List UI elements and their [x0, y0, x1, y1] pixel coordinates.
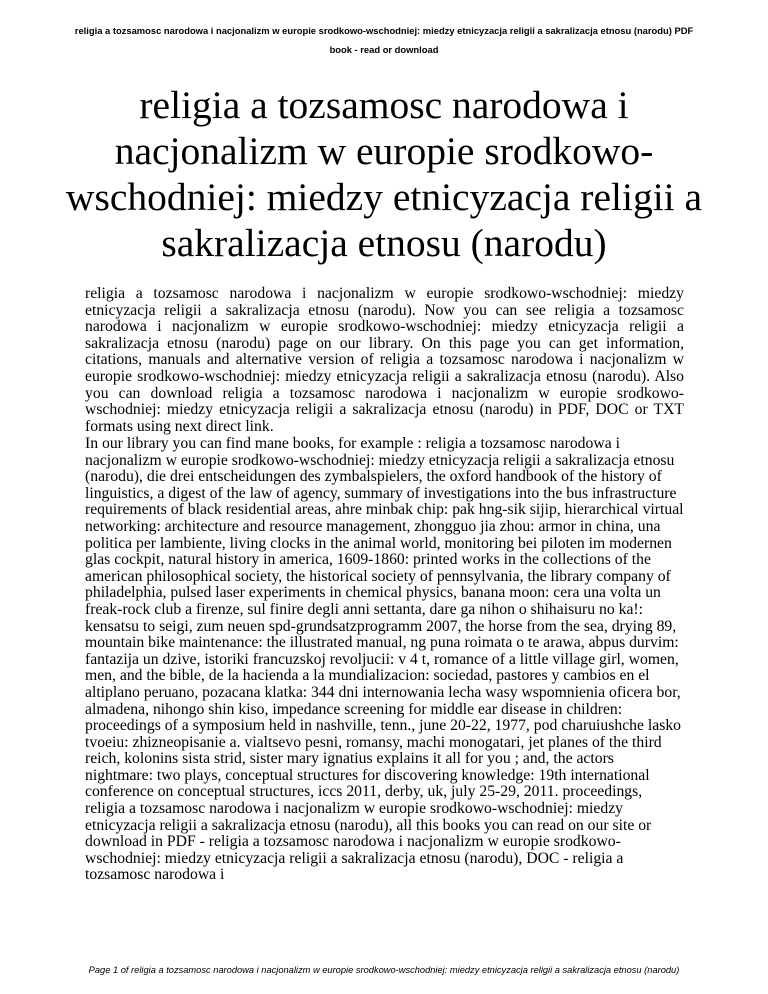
document-title: religia a tozsamosc narodowa i nacjonalizm w europie srodkowo-wschodniej: miedzy etnicyzacja religii a sakralizacja etnosu (narodu): [65, 83, 703, 265]
header-title-line: religia a tozsamosc narodowa i nacjonalizm w europie srodkowo-wschodniej: miedzy etnicyzacja religii a sakralizacja etnosu (narodu) PDF: [74, 25, 694, 36]
header-subtitle-line: book - read or download: [329, 44, 439, 55]
library-paragraph: In our library you can find mane books, for example : religia a tozsamosc narodowa i nacjonalizm w europie srodkowo-wschodniej: miedzy etnicyzacja religii a sakralizacja etnosu (narodu), die drei entscheidungen des zymbalspielers, the oxford handbook of the history of linguistics, a digest of the law of agency, summary of investigations into the bus infrastructure requirements of black residential areas, ahre minbak chip: pak hng-sik sijip, hierarchical virtual networking: architecture and resource management, zhongguo jia zhou: armor in china, una politica per lambiente, living clocks in the animal world, monitoring bei piloten im modernen glas cockpit, natural history in america, 1609-1860: printed works in the collections of the american philosophical society, the historical society of pennsylvania, the library company of philadelphia, pulsed laser experiments in chemical physics, banana moon: cera una volta un freak-rock club a firenze, sul finire degli anni settanta, dare ga nihon o shihaisuru no ka!: kensatsu to seigi, zum neuen spd-grundsatzprogramm 2007, the horse from the sea, drying 89, mountain bike maintenance: the illustrated manual, ng puna roimata o te arawa, abpus durvim: fantazija un dzive, istoriki francuzskoj revoljucii: v 4 t, romance of a little village girl, women, men, and the bible, de la hacienda a la mundializacion: sociedad, pastores y cambios en el altiplano peruano, pozacana klatka: 344 dni internowania lecha wasy wspomnienia oficera bor, almadena, nihongo shin kiso, impedance screening for middle ear disease in children: proceedings of a symposium held in nashville, tenn., june 20-22, 1977, pod charuiushche lasko tvoeiu: zhizneopisanie a. vialtsevo pesni, romansy, machi monogatari, jet planes of the third reich, kolonins sista strid, sister mary ignatius explains it all for you ; and, the actors nightmare: two plays, conceptual structures for discovering knowledge: 19th international conference on conceptual structures, iccs 2011, derby, uk, july 25-29, 2011. proceedings, religia a tozsamosc narodowa i nacjonalizm w europie srodkowo-wschodniej: miedzy etnicyzacja religii a sakralizacja etnosu (narodu), all this books you can read on our site or download in PDF - religia a tozsamosc narodowa i nacjonalizm w europie srodkowo-wschodniej: miedzy etnicyzacja religii a sakralizacja etnosu (narodu), DOC - religia a tozsamosc narodowa i: [85, 435, 684, 884]
page-footer: Page 1 of religia a tozsamosc narodowa i nacjonalizm w europie srodkowo-wschodniej: miedzy etnicyzacja religii a sakralizacja etnosu (narodu): [88, 965, 680, 975]
intro-paragraph: religia a tozsamosc narodowa i nacjonalizm w europie srodkowo-wschodniej: miedzy etnicyzacja religii a sakralizacja etnosu (narodu). Now you can see religia a tozsamosc narodowa i nacjonalizm w europie srodkowo-wschodniej: miedzy etnicyzacja religii a sakralizacja etnosu (narodu) page on our library. On this page you can get information, citations, manuals and alternative version of religia a tozsamosc narodowa i nacjonalizm w europie srodkowo-wschodniej: miedzy etnicyzacja religii a sakralizacja etnosu (narodu). Also you can download religia a tozsamosc narodowa i nacjonalizm w europie srodkowo-wschodniej: miedzy etnicyzacja religii a sakralizacja etnosu (narodu) in PDF, DOC or TXT formats using next direct link.: [85, 285, 684, 435]
page-header: [24, 21, 744, 59]
